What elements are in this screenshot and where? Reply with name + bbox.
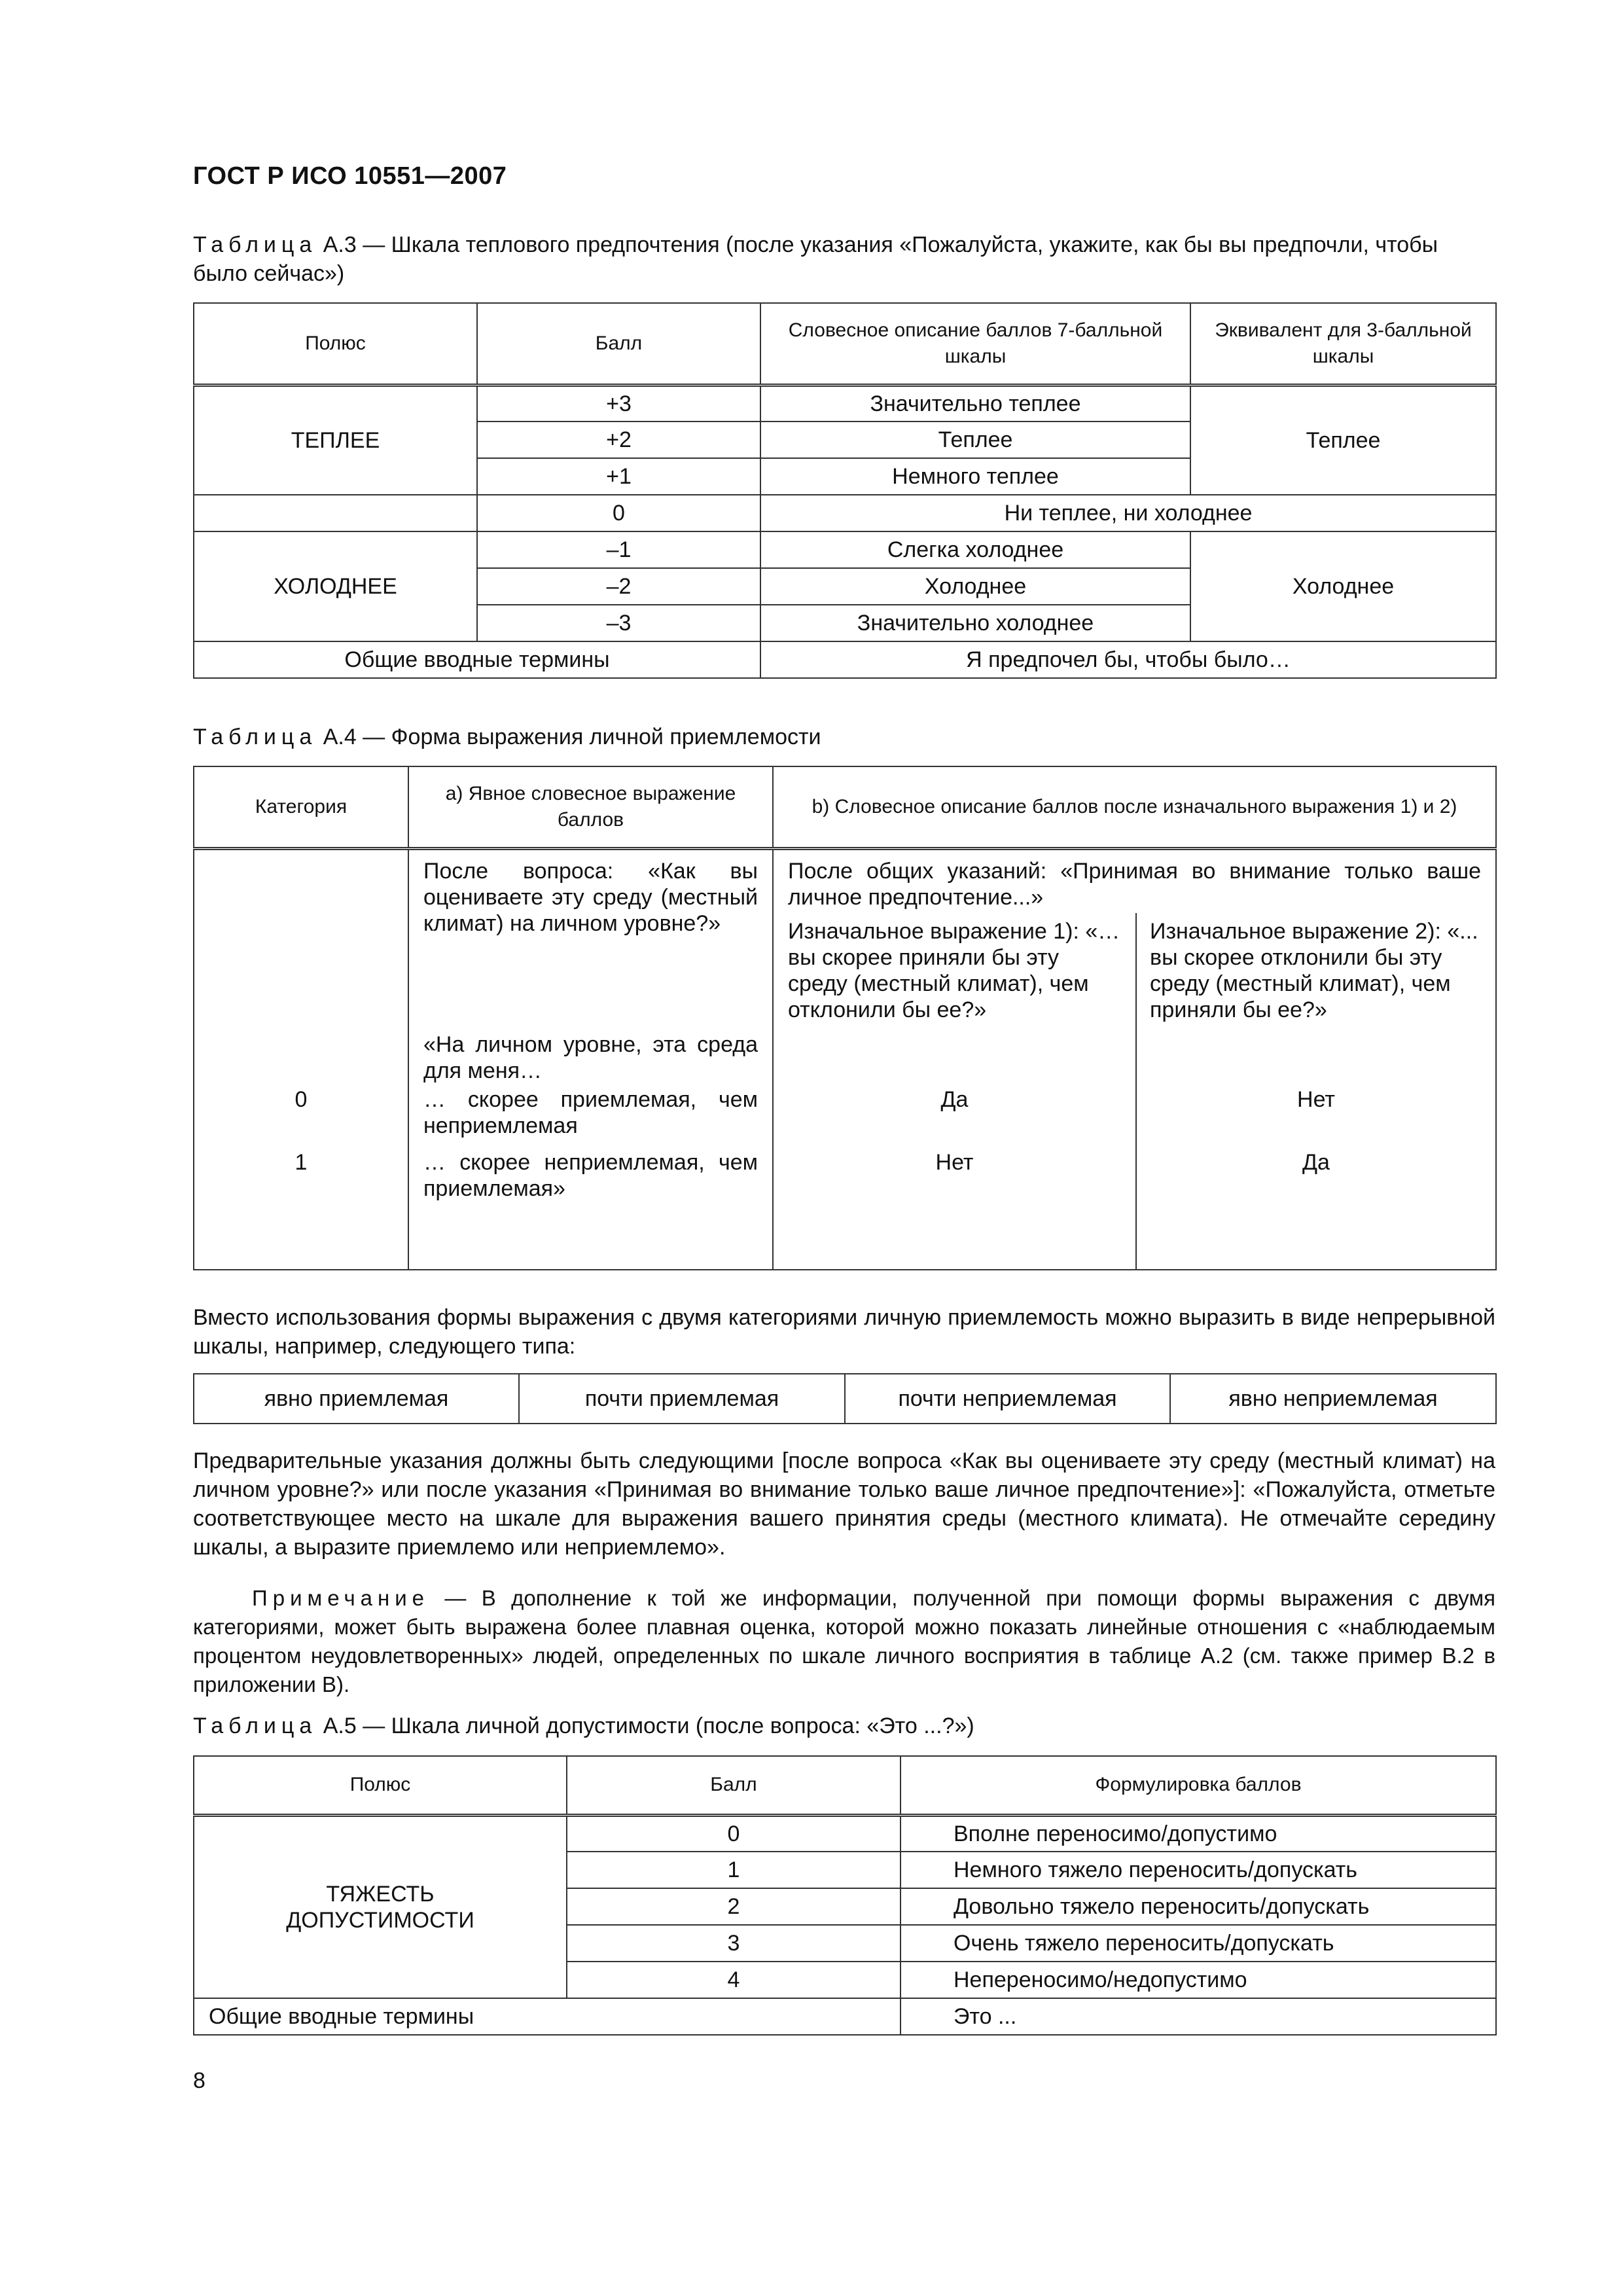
score-cell: –1	[477, 531, 760, 568]
question-text: После вопроса: «Как вы оцениваете эту среду (местный климат) на личном уровне?»	[423, 858, 758, 936]
description-cell: Ни теплее, ни холоднее	[760, 495, 1496, 531]
table-a5	[193, 1755, 1497, 2036]
table-a3	[193, 302, 1497, 679]
table-body-row	[194, 848, 1496, 1270]
equivalent-cell: Теплее	[1190, 385, 1496, 495]
description-cell: Довольно тяжело переносить/допускать	[901, 1888, 1496, 1925]
description-cell: Теплее	[760, 422, 1190, 458]
table-row	[194, 641, 1496, 678]
table-row	[194, 531, 1496, 568]
table-header: Эквивалент для 3-балльной шкалы	[1190, 303, 1496, 385]
description-cell: Холоднее	[760, 568, 1190, 605]
table-row	[194, 385, 1496, 422]
category-value: 0	[294, 1086, 308, 1112]
expression-1-text: Изначальное выражение 1): «… вы скорее приняли бы эту среду (местный климат), чем отклонили бы ее?»	[788, 918, 1120, 1022]
table-header: Полюс	[194, 303, 477, 385]
pole-cell: ХОЛОДНЕЕ	[194, 531, 477, 641]
page-number: 8	[193, 2068, 205, 2093]
description-cell: Значительно холоднее	[760, 605, 1190, 641]
score-cell: –2	[477, 568, 760, 605]
scale-option: почти неприемлемая	[845, 1374, 1170, 1424]
pole-cell: ТЕПЛЕЕ	[194, 385, 477, 495]
category-value: 1	[294, 1149, 308, 1175]
description-cell: Вполне переносимо/допустимо	[901, 1815, 1496, 1852]
answer-text: Нет	[935, 1149, 974, 1175]
score-cell: +1	[477, 458, 760, 495]
description-cell: Слегка холоднее	[760, 531, 1190, 568]
footer-label-cell: Общие вводные термины	[194, 1998, 901, 2035]
scale-option: явно приемлемая	[194, 1374, 519, 1424]
score-cell: 1	[567, 1852, 901, 1888]
table-a4	[193, 766, 1497, 1270]
description-cell: Значительно теплее	[760, 385, 1190, 422]
table-a5-caption	[193, 1712, 1495, 1740]
footer-value-cell: Это ...	[901, 1998, 1496, 2035]
note-word: Примечание	[252, 1586, 430, 1610]
table-a3-caption	[193, 230, 1495, 288]
score-cell: 4	[567, 1962, 901, 1998]
table-header: Балл	[477, 303, 760, 385]
description-cell: Немного тяжело переносить/допускать	[901, 1852, 1496, 1888]
described-expression-cell	[773, 848, 1496, 1270]
answer-text: Нет	[1297, 1086, 1335, 1112]
caption-text: А.3 — Шкала теплового предпочтения (после указания «Пожалуйста, укажите, как бы вы предпочли, чтобы было сейчас»)	[193, 232, 1438, 286]
table-header: Полюс	[194, 1756, 567, 1815]
answer-text: Да	[940, 1086, 969, 1112]
caption-word: Таблица	[193, 232, 317, 257]
table-header: b) Словесное описание баллов после изначального выражения 1) и 2)	[773, 766, 1496, 848]
score-cell: 2	[567, 1888, 901, 1925]
phrase-text: … скорее неприемлемая, чем приемлемая»	[423, 1149, 758, 1201]
note-text: — В дополнение к той же информации, полученной при помощи формы выражения с двумя категориями, может быть выражена более плавная оценка, которой можно показать линейные отношения с «наблюдаемым процентом неудовлетворенных» людей, определенных по шкале личного восприятия в таблице А.2 (см. также пример В.2 в приложении В).	[193, 1586, 1495, 1696]
empty-cell	[194, 495, 477, 531]
document-header: ГОСТ Р ИСО 10551—2007	[193, 162, 507, 190]
equivalent-cell: Холоднее	[1190, 531, 1496, 641]
table-row	[194, 1998, 1496, 2035]
caption-text: А.4 — Форма выражения личной приемлемости	[317, 725, 821, 749]
paragraph: Предварительные указания должны быть следующими [после вопроса «Как вы оцениваете эту среду (местный климат) на личном уровне?» или после указания «Принимая во внимание только ваше личное предпочтение»]: «Пожалуйста, отметьте соответствующее место на шкале для выражения вашего принятия среды (местного климата). Не отмечайте середину шкалы, а выразите приемлемо или неприемлемо».	[193, 1448, 1495, 1560]
table-a4-caption	[193, 723, 1495, 751]
score-cell: +3	[477, 385, 760, 422]
paragraph: Вместо использования формы выражения с двумя категориями личную приемлемость можно выразить в виде непрерывной шкалы, например, следующего типа:	[193, 1305, 1495, 1359]
footer-label-cell: Общие вводные термины	[194, 641, 760, 678]
description-cell: Непереносимо/недопустимо	[901, 1962, 1496, 1998]
table-header: Категория	[194, 766, 408, 848]
table-header: Формулировка баллов	[901, 1756, 1496, 1815]
table-header: Словесное описание баллов 7-балльной шкалы	[760, 303, 1190, 385]
table-row	[194, 1815, 1496, 1852]
note	[193, 1584, 1495, 1699]
pole-cell: ТЯЖЕСТЬ ДОПУСТИМОСТИ	[194, 1815, 567, 1998]
score-cell: 0	[477, 495, 760, 531]
answer-text: Да	[1302, 1149, 1330, 1175]
intro-text: После общих указаний: «Принимая во внимание только ваше личное предпочтение...»	[788, 858, 1482, 910]
category-cell	[194, 848, 408, 1270]
lead-text: «На личном уровне, эта среда для меня…	[423, 1031, 758, 1083]
table-row	[194, 495, 1496, 531]
footer-value-cell: Я предпочел бы, чтобы было…	[760, 641, 1496, 678]
explicit-expression-cell	[408, 848, 773, 1270]
score-cell: –3	[477, 605, 760, 641]
description-cell: Очень тяжело переносить/допускать	[901, 1925, 1496, 1962]
expression-2-text: Изначальное выражение 2): «... вы скорее отклонили бы эту среду (местный климат), чем приняли бы ее?»	[1150, 918, 1478, 1022]
caption-text: А.5 — Шкала личной допустимости (после вопроса: «Это ...?»)	[317, 1713, 974, 1738]
scale-option: явно неприемлемая	[1170, 1374, 1496, 1424]
score-cell: +2	[477, 422, 760, 458]
score-cell: 0	[567, 1815, 901, 1852]
table-header: a) Явное словесное выражение баллов	[408, 766, 773, 848]
continuous-scale	[193, 1373, 1497, 1424]
score-cell: 3	[567, 1925, 901, 1962]
caption-word: Таблица	[193, 1713, 317, 1738]
caption-word: Таблица	[193, 725, 317, 749]
table-header: Балл	[567, 1756, 901, 1815]
description-cell: Немного теплее	[760, 458, 1190, 495]
scale-option: почти приемлемая	[519, 1374, 845, 1424]
phrase-text: … скорее приемлемая, чем неприемлемая	[423, 1086, 758, 1138]
